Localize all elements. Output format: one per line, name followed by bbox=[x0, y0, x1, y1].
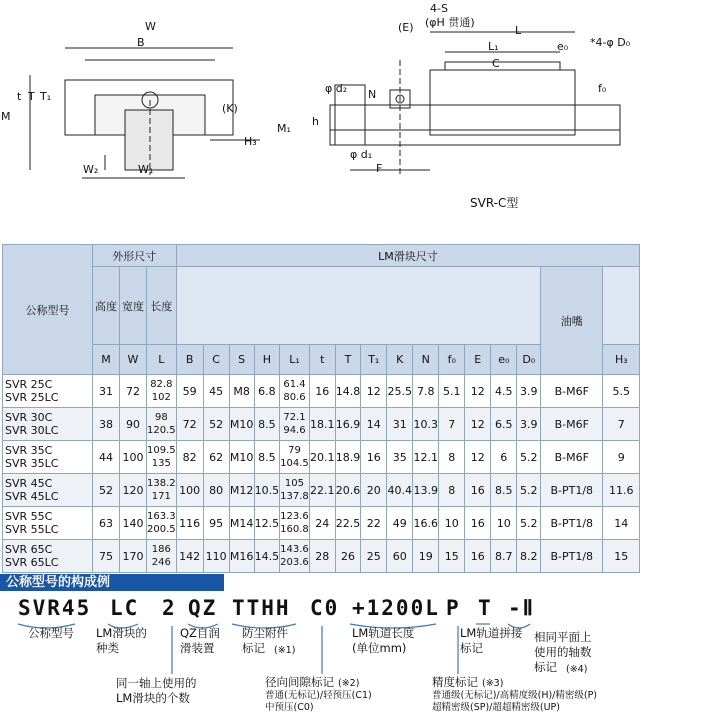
sym-T1: T₁ bbox=[361, 345, 387, 375]
table-row bbox=[3, 408, 640, 441]
block-side bbox=[430, 70, 575, 135]
cell-W: 120 bbox=[120, 474, 147, 507]
table-row bbox=[3, 507, 640, 540]
cell-C: 45 bbox=[203, 375, 229, 408]
cell-T1: 16 bbox=[361, 441, 387, 474]
cell-model: SVR 55C SVR 55LC bbox=[3, 507, 93, 540]
cell-lube: B-M6F bbox=[541, 408, 603, 441]
cell-M: 31 bbox=[93, 375, 120, 408]
cell-L1: 79 104.5 bbox=[280, 441, 310, 474]
cell-C: 80 bbox=[203, 474, 229, 507]
cell-D0: 5.2 bbox=[517, 507, 541, 540]
cell-L: 186 246 bbox=[147, 540, 177, 573]
ann-rail-joint: LM轨道拼接 标记 bbox=[460, 626, 523, 655]
ann-axis-count: 相同平面上 使用的轴数 标记 (※4) bbox=[534, 630, 592, 675]
cell-L1: 61.4 80.6 bbox=[280, 375, 310, 408]
cell-T: 26 bbox=[335, 540, 361, 573]
sym-L1: L₁ bbox=[280, 345, 310, 375]
svg-text:*4-φ D₀: *4-φ D₀ bbox=[590, 36, 631, 49]
cell-H: 14.5 bbox=[254, 540, 280, 573]
cell-H3: 9 bbox=[603, 441, 640, 474]
table-row bbox=[3, 540, 640, 573]
technical-drawing bbox=[0, 0, 705, 240]
sym-H3: H₃ bbox=[603, 345, 640, 375]
cell-W: 100 bbox=[120, 441, 147, 474]
cell-f0: 15 bbox=[439, 540, 465, 573]
cell-D0: 5.2 bbox=[517, 441, 541, 474]
cell-model: SVR 35C SVR 35LC bbox=[3, 441, 93, 474]
sym-S: S bbox=[229, 345, 254, 375]
cell-H3: 11.6 bbox=[603, 474, 640, 507]
cell-lube: B-PT1/8 bbox=[541, 474, 603, 507]
svg-text:W: W bbox=[145, 20, 156, 33]
header-outer-dims: 外形尺寸 bbox=[93, 245, 177, 267]
svg-text:φ d₂: φ d₂ bbox=[325, 82, 348, 95]
cell-t: 18.1 bbox=[309, 408, 335, 441]
cell-L: 98 120.5 bbox=[147, 408, 177, 441]
sym-T: T bbox=[335, 345, 361, 375]
cell-f0: 7 bbox=[439, 408, 465, 441]
svg-text:(K): (K) bbox=[222, 102, 238, 115]
cell-N: 19 bbox=[413, 540, 439, 573]
svg-text:L₁: L₁ bbox=[488, 40, 499, 53]
svg-text:(E): (E) bbox=[398, 21, 414, 34]
cell-e0: 8.7 bbox=[491, 540, 517, 573]
code-lc: LC bbox=[110, 596, 140, 620]
cell-C: 95 bbox=[203, 507, 229, 540]
cell-W: 140 bbox=[120, 507, 147, 540]
cell-t: 16 bbox=[309, 375, 335, 408]
sym-C: C bbox=[203, 345, 229, 375]
cell-E: 16 bbox=[465, 474, 491, 507]
cell-T: 16.9 bbox=[335, 408, 361, 441]
table-row bbox=[3, 375, 640, 408]
svg-text:4-S: 4-S bbox=[430, 2, 448, 15]
cell-W: 72 bbox=[120, 375, 147, 408]
svg-text:T₁: T₁ bbox=[40, 90, 52, 103]
cell-M: 63 bbox=[93, 507, 120, 540]
code-t: T bbox=[478, 596, 493, 620]
cell-T1: 20 bbox=[361, 474, 387, 507]
svg-text:N: N bbox=[368, 88, 377, 101]
header-model: 公称型号 bbox=[3, 245, 93, 375]
cell-H3: 7 bbox=[603, 408, 640, 441]
cell-f0: 10 bbox=[439, 507, 465, 540]
cell-H3: 14 bbox=[603, 507, 640, 540]
cell-N: 12.1 bbox=[413, 441, 439, 474]
ann-qz: QZ自润 滑装置 bbox=[180, 626, 220, 655]
cell-N: 16.6 bbox=[413, 507, 439, 540]
cell-t: 24 bbox=[309, 507, 335, 540]
code-qz: QZ bbox=[188, 596, 218, 620]
svg-text:H₃: H₃ bbox=[244, 135, 257, 148]
cell-e0: 6 bbox=[491, 441, 517, 474]
svg-text:L: L bbox=[515, 24, 522, 37]
sym-t: t bbox=[309, 345, 335, 375]
cell-H3: 15 bbox=[603, 540, 640, 573]
cell-H: 10.5 bbox=[254, 474, 280, 507]
cell-E: 12 bbox=[465, 408, 491, 441]
cell-model: SVR 30C SVR 30LC bbox=[3, 408, 93, 441]
cell-K: 60 bbox=[387, 540, 413, 573]
cell-T1: 22 bbox=[361, 507, 387, 540]
code-c0: C0 bbox=[310, 596, 340, 620]
svg-text:(φH 贯通): (φH 贯通) bbox=[425, 16, 475, 29]
cell-N: 13.9 bbox=[413, 474, 439, 507]
ann-clearance: 径向间隙标记 (※2) 普通(无标记)/轻预压(C1) 中预压(C0) bbox=[265, 675, 372, 713]
cell-model: SVR 45C SVR 45LC bbox=[3, 474, 93, 507]
ann-block-count: 同一轴上使用的 LM滑块的个数 bbox=[116, 676, 197, 705]
cell-H: 6.8 bbox=[254, 375, 280, 408]
ann-accuracy: 精度标记 (※3) 普通级(无标记)/高精度级(H)/精密级(P) 超精密级(SP)/超超精密级(UP) bbox=[432, 675, 598, 713]
svg-text:B: B bbox=[137, 36, 145, 49]
svg-text:M: M bbox=[1, 110, 11, 123]
table-row bbox=[3, 441, 640, 474]
cell-lube: B-PT1/8 bbox=[541, 507, 603, 540]
cell-lube: B-M6F bbox=[541, 441, 603, 474]
svg-text:h: h bbox=[312, 115, 319, 128]
cell-B: 59 bbox=[176, 375, 203, 408]
cell-H: 12.5 bbox=[254, 507, 280, 540]
svg-text:F: F bbox=[376, 162, 383, 175]
cell-K: 40.4 bbox=[387, 474, 413, 507]
cell-T: 20.6 bbox=[335, 474, 361, 507]
sym-f0: f₀ bbox=[439, 345, 465, 375]
cell-T1: 25 bbox=[361, 540, 387, 573]
cell-L1: 143.6 203.6 bbox=[280, 540, 310, 573]
code-2: 2 bbox=[162, 596, 177, 620]
sym-D0: D₀ bbox=[517, 345, 541, 375]
cell-E: 16 bbox=[465, 507, 491, 540]
cell-e0: 10 bbox=[491, 507, 517, 540]
cell-C: 110 bbox=[203, 540, 229, 573]
cell-D0: 8.2 bbox=[517, 540, 541, 573]
cell-E: 12 bbox=[465, 441, 491, 474]
cell-lube: B-PT1/8 bbox=[541, 540, 603, 573]
svg-text:φ d₁: φ d₁ bbox=[350, 148, 373, 161]
cell-B: 72 bbox=[176, 408, 203, 441]
cell-L1: 123.6 160.8 bbox=[280, 507, 310, 540]
sym-M: M bbox=[93, 345, 120, 375]
cell-H: 8.5 bbox=[254, 441, 280, 474]
svg-text:SVR-C型: SVR-C型 bbox=[470, 196, 519, 210]
sym-L: L bbox=[147, 345, 177, 375]
svg-text:C: C bbox=[492, 57, 500, 70]
cell-W: 90 bbox=[120, 408, 147, 441]
cell-e0: 4.5 bbox=[491, 375, 517, 408]
header-block-dims: LM滑块尺寸 bbox=[176, 245, 640, 267]
sym-W: W bbox=[120, 345, 147, 375]
svg-text:t: t bbox=[17, 90, 22, 103]
header-height: 高度 bbox=[93, 267, 120, 345]
cell-T1: 12 bbox=[361, 375, 387, 408]
cell-C: 62 bbox=[203, 441, 229, 474]
cell-B: 142 bbox=[176, 540, 203, 573]
cell-t: 28 bbox=[309, 540, 335, 573]
cell-T: 14.8 bbox=[335, 375, 361, 408]
cell-M: 75 bbox=[93, 540, 120, 573]
cell-E: 16 bbox=[465, 540, 491, 573]
dimension-table bbox=[2, 244, 640, 573]
sym-N: N bbox=[413, 345, 439, 375]
cell-B: 116 bbox=[176, 507, 203, 540]
cell-T: 18.9 bbox=[335, 441, 361, 474]
header-length: 长度 bbox=[147, 267, 177, 345]
cell-E: 12 bbox=[465, 375, 491, 408]
sym-B: B bbox=[176, 345, 203, 375]
svg-text:T: T bbox=[28, 90, 35, 103]
ann-rail-length: LM轨道长度 (单位mm) bbox=[352, 626, 415, 655]
cell-D0: 5.2 bbox=[517, 474, 541, 507]
cell-T1: 14 bbox=[361, 408, 387, 441]
code-svr45: SVR45 bbox=[18, 596, 92, 620]
cell-L1: 72.1 94.6 bbox=[280, 408, 310, 441]
svg-text:f₀: f₀ bbox=[598, 82, 607, 95]
sym-H: H bbox=[254, 345, 280, 375]
cell-L1: 105 137.8 bbox=[280, 474, 310, 507]
svg-text:e₀: e₀ bbox=[557, 40, 569, 53]
cell-K: 25.5 bbox=[387, 375, 413, 408]
ann-seal: 防尘附件 标记 (※1) bbox=[242, 626, 296, 656]
cell-M: 38 bbox=[93, 408, 120, 441]
cell-W: 170 bbox=[120, 540, 147, 573]
svg-text:W₁: W₁ bbox=[138, 163, 154, 176]
cell-K: 35 bbox=[387, 441, 413, 474]
cell-K: 31 bbox=[387, 408, 413, 441]
code-ii: -Ⅱ bbox=[508, 596, 535, 620]
header-lube: 油嘴 bbox=[541, 267, 603, 375]
cell-D0: 3.9 bbox=[517, 375, 541, 408]
ann-model: 公称型号 bbox=[28, 626, 74, 640]
cell-f0: 8 bbox=[439, 474, 465, 507]
cell-C: 52 bbox=[203, 408, 229, 441]
cell-M: 52 bbox=[93, 474, 120, 507]
table-row bbox=[3, 474, 640, 507]
cell-N: 7.8 bbox=[413, 375, 439, 408]
header-width: 宽度 bbox=[120, 267, 147, 345]
cell-H: 8.5 bbox=[254, 408, 280, 441]
cell-M: 44 bbox=[93, 441, 120, 474]
ann-block-type: LM滑块的 种类 bbox=[96, 626, 147, 655]
cell-f0: 8 bbox=[439, 441, 465, 474]
cell-S: M12 bbox=[229, 474, 254, 507]
cell-L: 109.5 135 bbox=[147, 441, 177, 474]
cell-model: SVR 25C SVR 25LC bbox=[3, 375, 93, 408]
cell-S: M16 bbox=[229, 540, 254, 573]
cell-e0: 8.5 bbox=[491, 474, 517, 507]
code-tthh: TTHH bbox=[232, 596, 291, 620]
cell-N: 10.3 bbox=[413, 408, 439, 441]
sym-E: E bbox=[465, 345, 491, 375]
code-length: +1200L bbox=[352, 596, 440, 620]
cell-S: M14 bbox=[229, 507, 254, 540]
cell-D0: 3.9 bbox=[517, 408, 541, 441]
cell-K: 49 bbox=[387, 507, 413, 540]
sym-e0: e₀ bbox=[491, 345, 517, 375]
svg-text:M₁: M₁ bbox=[277, 122, 291, 135]
cell-t: 22.1 bbox=[309, 474, 335, 507]
cell-L: 163.3 200.5 bbox=[147, 507, 177, 540]
cell-model: SVR 65C SVR 65LC bbox=[3, 540, 93, 573]
cell-e0: 6.5 bbox=[491, 408, 517, 441]
cell-S: M10 bbox=[229, 441, 254, 474]
cell-B: 82 bbox=[176, 441, 203, 474]
cell-S: M8 bbox=[229, 375, 254, 408]
code-p: P bbox=[446, 596, 461, 620]
composition-title: 公称型号的构成例 bbox=[0, 574, 224, 591]
sym-K: K bbox=[387, 345, 413, 375]
svg-text:W₂: W₂ bbox=[83, 163, 99, 176]
cell-B: 100 bbox=[176, 474, 203, 507]
cell-S: M10 bbox=[229, 408, 254, 441]
cell-lube: B-M6F bbox=[541, 375, 603, 408]
cell-L: 138.2 171 bbox=[147, 474, 177, 507]
cell-f0: 5.1 bbox=[439, 375, 465, 408]
cell-H3: 5.5 bbox=[603, 375, 640, 408]
cell-t: 20.1 bbox=[309, 441, 335, 474]
cell-L: 82.8 102 bbox=[147, 375, 177, 408]
cell-T: 22.5 bbox=[335, 507, 361, 540]
